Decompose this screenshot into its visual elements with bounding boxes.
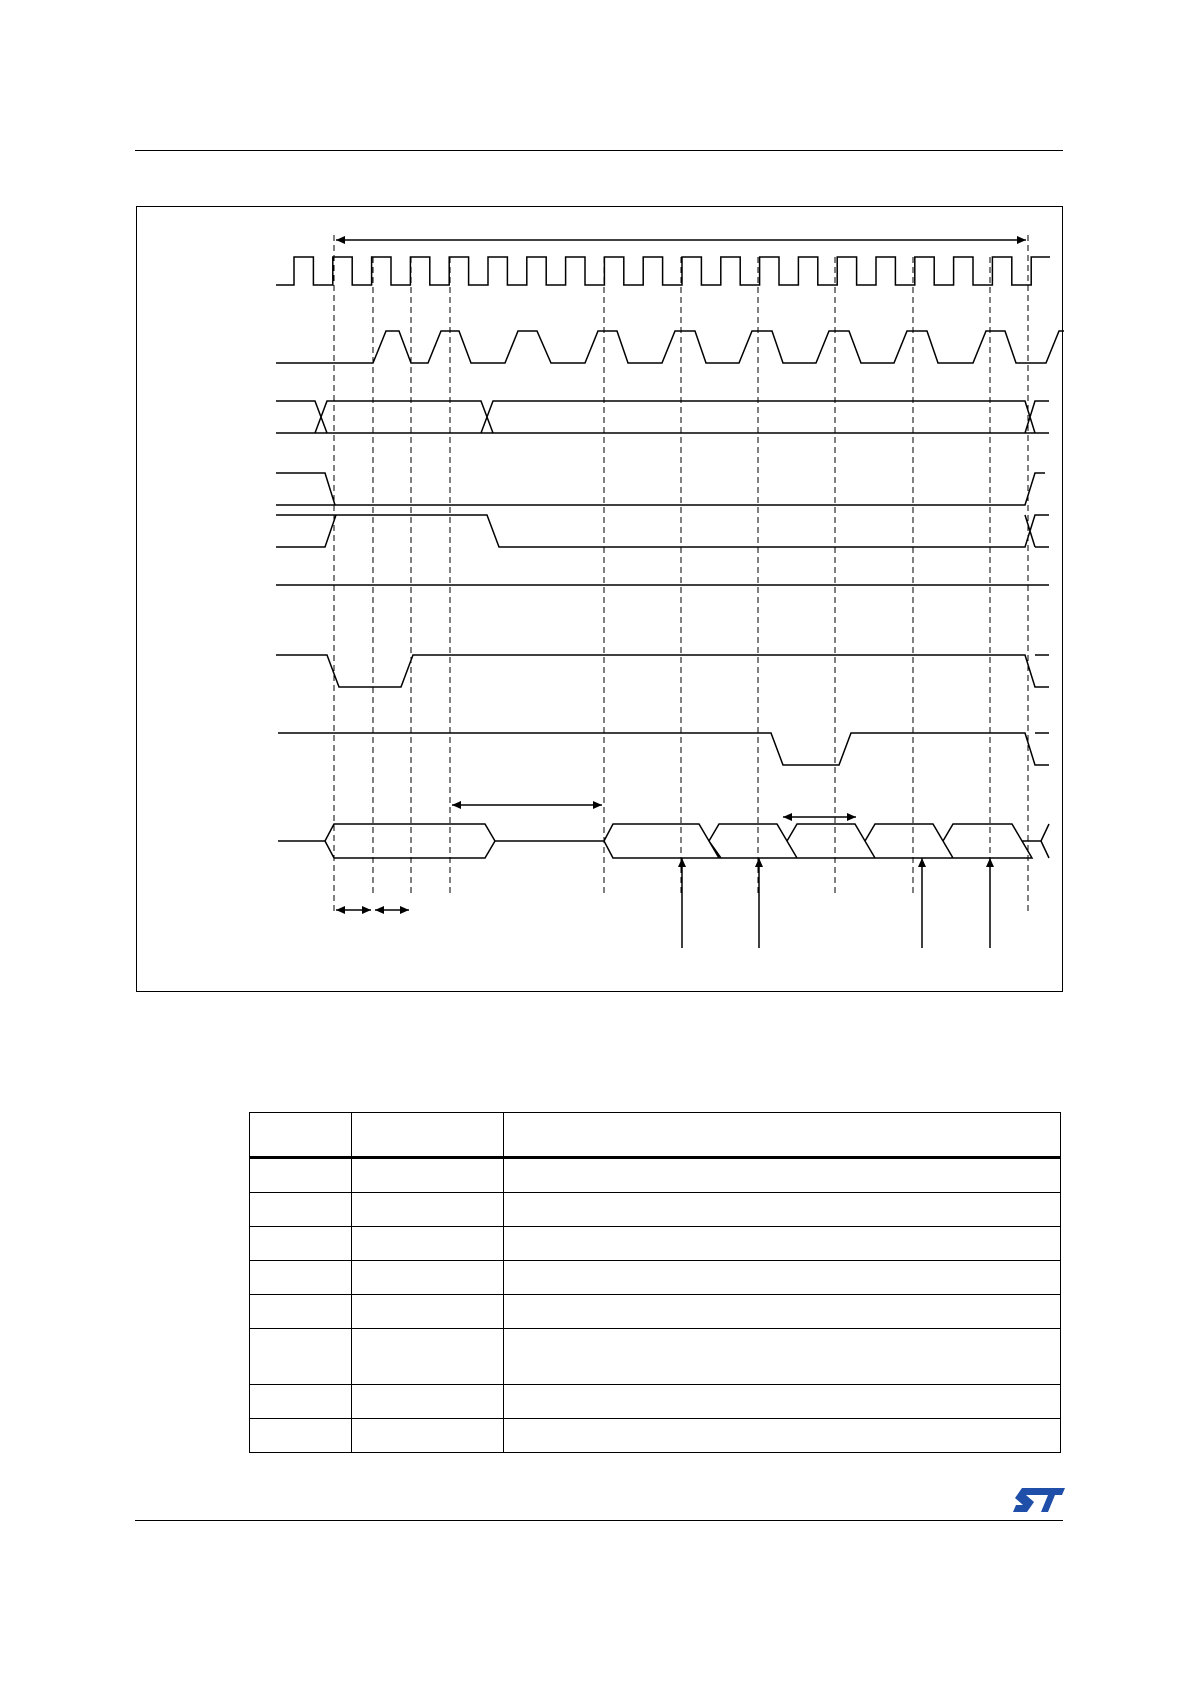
table-cell — [250, 1329, 352, 1385]
table-row — [250, 1385, 1061, 1419]
st-logo-icon — [1012, 1486, 1066, 1514]
falling-signal-waveform — [276, 473, 1045, 505]
table-cell — [504, 1193, 1061, 1227]
table-cell — [352, 1158, 504, 1193]
table-row — [250, 1227, 1061, 1261]
spec-table — [249, 1112, 1061, 1453]
bus-waveform-1 — [276, 401, 1049, 433]
data-bus-waveform — [278, 824, 1049, 858]
table-cell — [504, 1295, 1061, 1329]
table-cell — [352, 1329, 504, 1385]
table-row — [250, 1329, 1061, 1385]
table-cell — [352, 1227, 504, 1261]
table-cell — [352, 1295, 504, 1329]
table-cell — [352, 1385, 504, 1419]
table-cell — [250, 1385, 352, 1419]
st-logo-t-shape — [1038, 1488, 1065, 1512]
strobe-low-waveform — [276, 655, 1049, 687]
table-row — [250, 1295, 1061, 1329]
header-cell — [504, 1113, 1061, 1158]
timing-diagram-frame — [136, 206, 1063, 992]
header-cell — [352, 1113, 504, 1158]
st-logo-s-shape — [1013, 1488, 1042, 1512]
pulse-train-waveform — [276, 331, 1064, 363]
timing-diagram — [137, 207, 1064, 993]
table-cell — [250, 1419, 352, 1453]
table-cell — [504, 1385, 1061, 1419]
table-row — [250, 1193, 1061, 1227]
table-cell — [504, 1158, 1061, 1193]
footer-rule — [135, 1520, 1063, 1521]
clock-waveform — [276, 257, 1050, 285]
table-row — [250, 1261, 1061, 1295]
table-cell — [504, 1261, 1061, 1295]
table-cell — [352, 1261, 504, 1295]
table-header-row — [250, 1113, 1061, 1158]
table-row — [250, 1158, 1061, 1193]
header-cell — [250, 1113, 352, 1158]
table-row — [250, 1419, 1061, 1453]
table-cell — [250, 1158, 352, 1193]
ready-low-waveform — [278, 733, 1049, 765]
table-cell — [352, 1193, 504, 1227]
select-signal-waveform — [276, 515, 1049, 547]
table-cell — [352, 1419, 504, 1453]
header-rule — [135, 150, 1063, 151]
table-cell — [504, 1419, 1061, 1453]
table-cell — [250, 1227, 352, 1261]
table-cell — [504, 1329, 1061, 1385]
table-cell — [504, 1227, 1061, 1261]
table-cell — [250, 1193, 352, 1227]
table-cell — [250, 1295, 352, 1329]
table-cell — [250, 1261, 352, 1295]
